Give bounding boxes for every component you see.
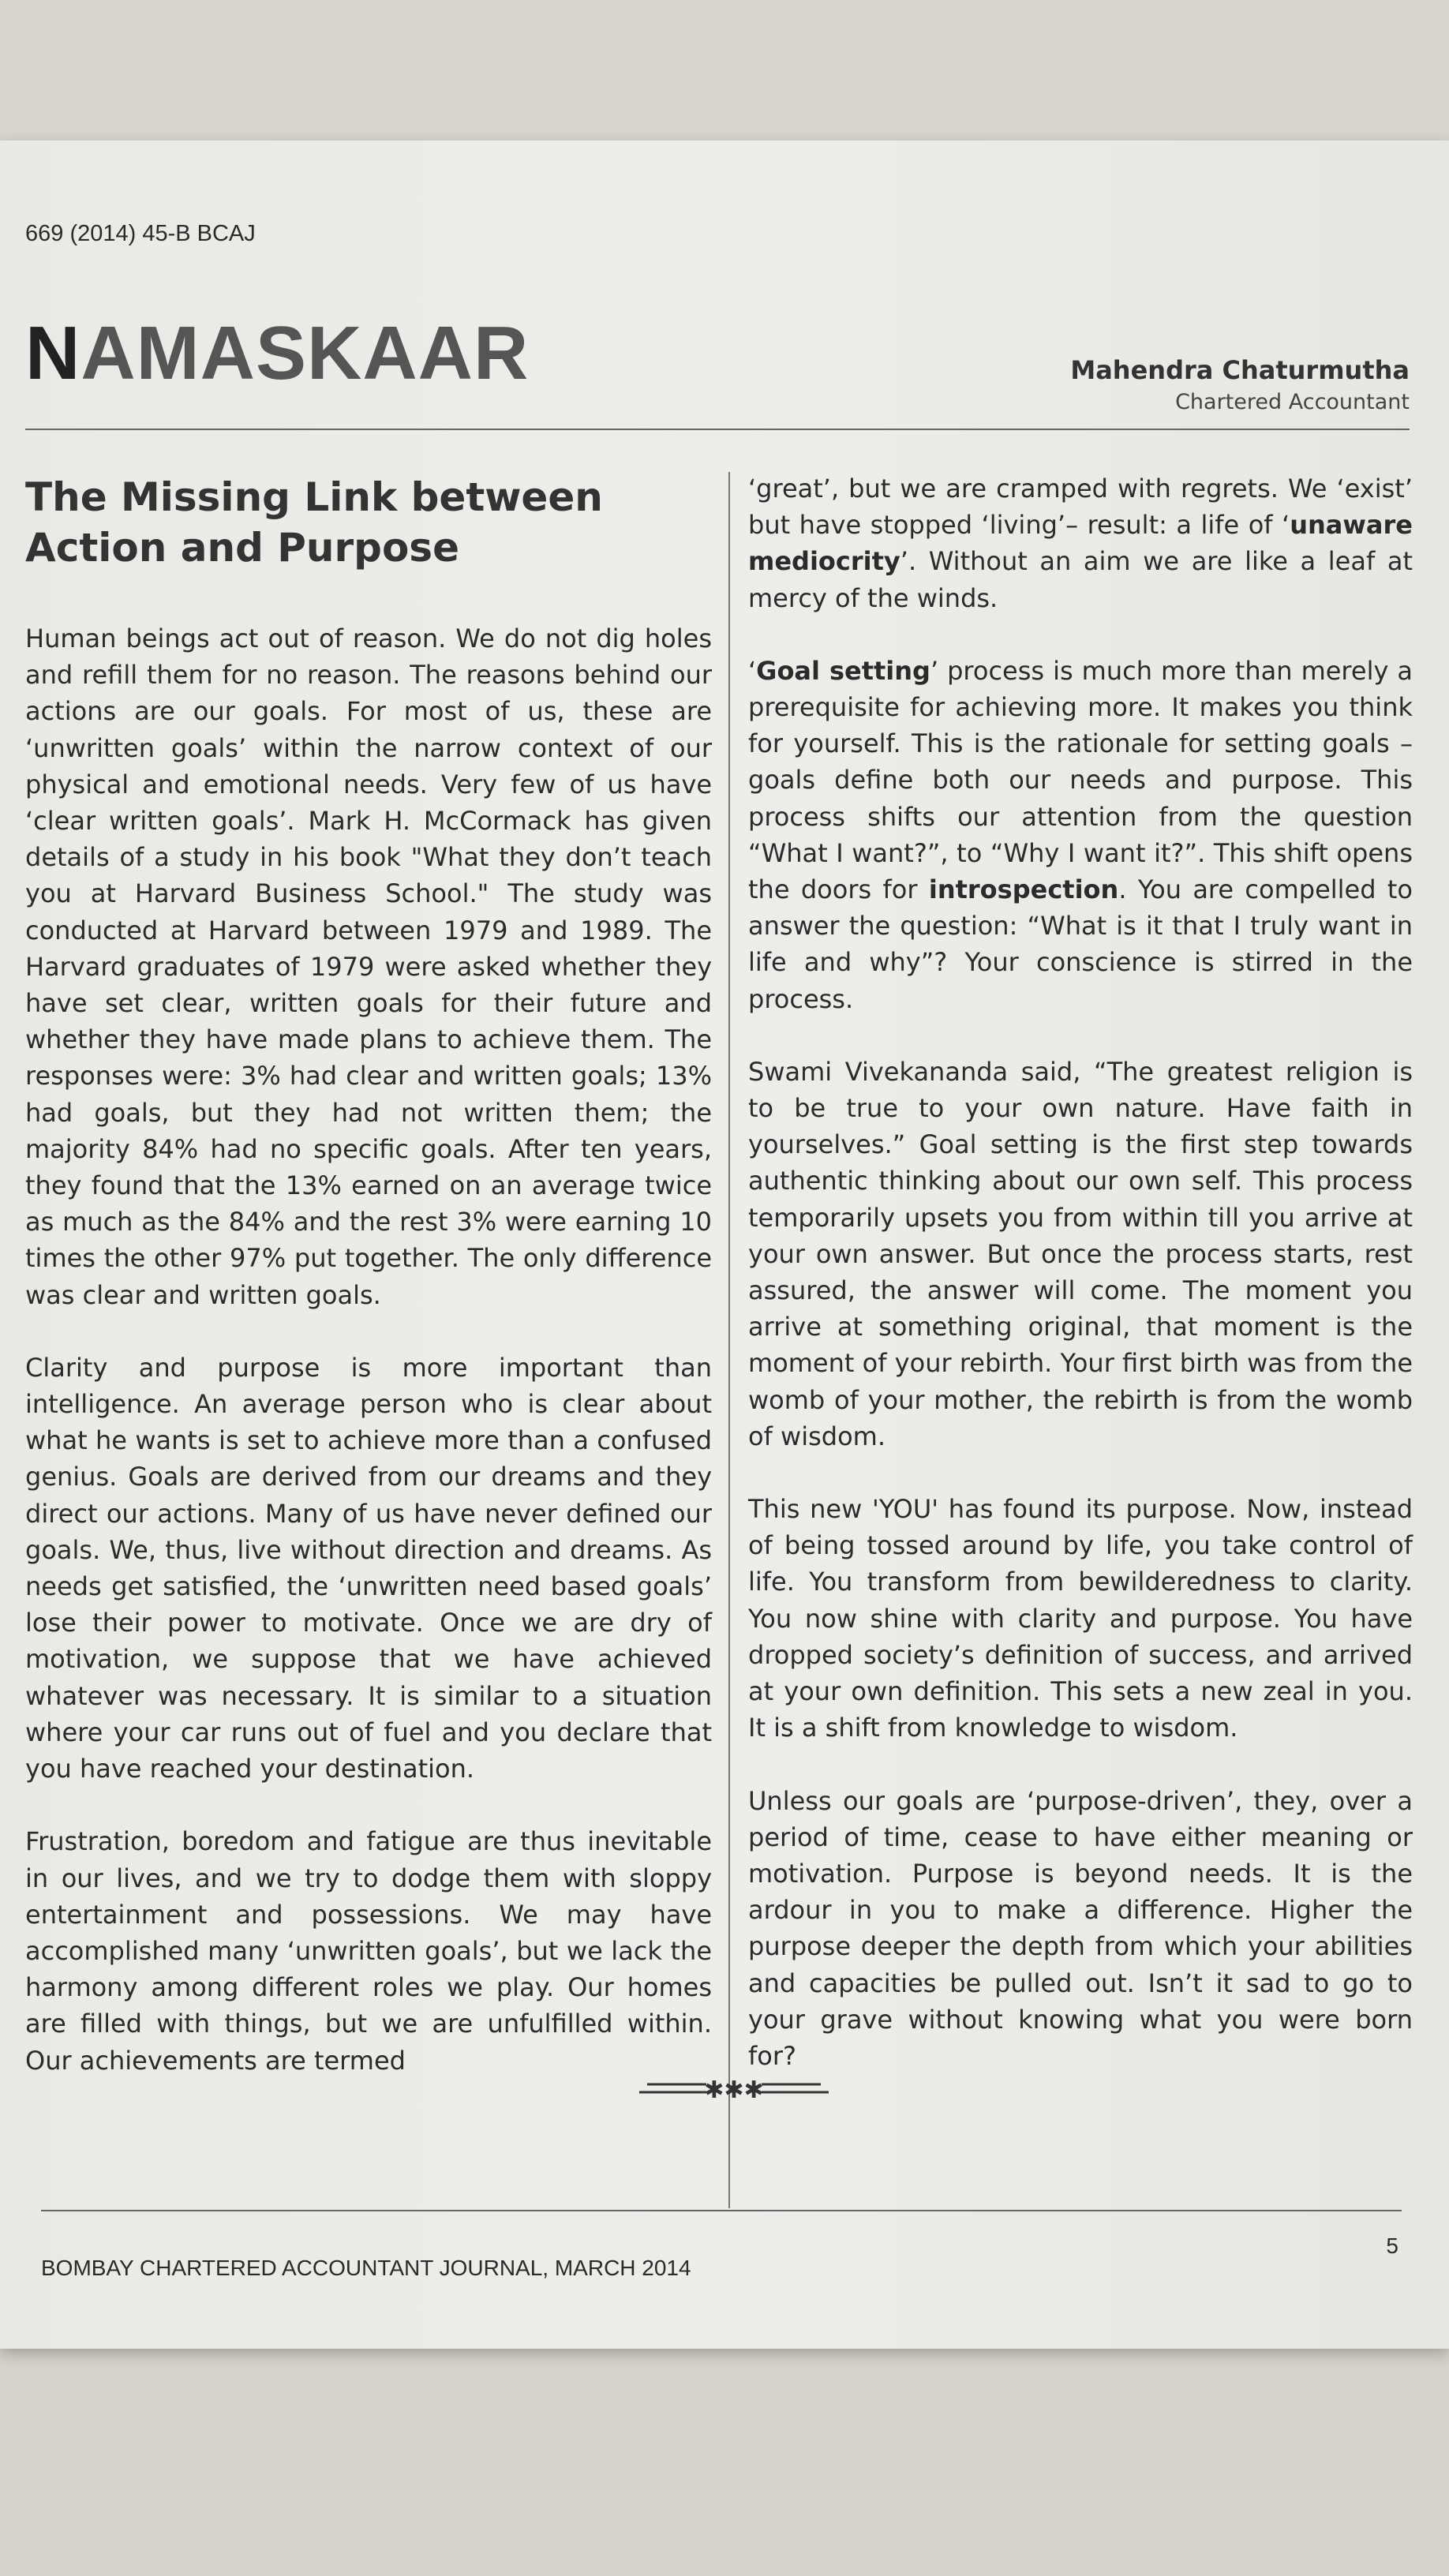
article-title: The Missing Link between Action and Purpose	[25, 474, 603, 571]
page-number: 5	[1386, 2233, 1398, 2258]
journal-reference: 669 (2014) 45-B BCAJ	[25, 221, 256, 246]
masthead-first-letter: N	[25, 311, 81, 395]
text-run: ’. Without an aim we are like a leaf at mercy of the winds.	[748, 546, 1413, 613]
author-role: Chartered Accountant	[1175, 390, 1410, 414]
text-run: ’ process is much more than merely a prerequisite for achieving more. It makes you think for yourself. This is the rationale for setting goals – goals define both our needs and purpose. This process shifts our attention from the question “What I want?”, to “Why I want it?”. This shift opens the doors for	[748, 655, 1413, 905]
author-block	[1070, 355, 1410, 414]
left-column	[25, 472, 712, 2079]
paragraph: Clarity and purpose is more important than intelligence. An average person who is clear about what he wants is set to achieve more than a confused genius. Goals are derived from our dreams and they direct our actions. Many of us have never defined our goals. We, thus, live without direction and dreams. As needs get satisfied, the ‘unwritten need based goals’ lose their power to motivate. Once we are dry of motivation, we suppose that we have achieved whatever was necessary. It is similar to a situation where your car runs out of fuel and you declare that you have reached your destination.	[25, 1352, 712, 1784]
footer-rule	[41, 2210, 1402, 2211]
paragraph	[748, 470, 1413, 616]
bold-phrase: introspection	[928, 874, 1119, 905]
journal-footer: BOMBAY CHARTERED ACCOUNTANT JOURNAL, MARCH 2014	[41, 2256, 691, 2280]
paragraph: Frustration, boredom and fatigue are thus inevitable in our lives, and we try to dodge them with sloppy entertainment and possessions. We may have accomplished many ‘unwritten goals’, but we lack the harmony among different roles we play. Our homes are filled with things, but we are unfulfilled within. Our achievements are termed	[25, 1826, 712, 2076]
right-column	[748, 470, 1413, 2074]
journal-page	[0, 140, 1449, 2349]
text-run: . You are compelled to answer the question: “What is it that I truly want in life and why”? Your conscience is stirred in the process.	[748, 874, 1413, 1014]
column-divider	[728, 472, 730, 2208]
end-ornament-icon	[631, 2072, 837, 2104]
author-name: Mahendra Chaturmutha	[1070, 355, 1410, 385]
paragraph	[748, 653, 1413, 1017]
text-run: ‘	[748, 655, 757, 686]
header-rule	[25, 429, 1410, 430]
text-run: ‘great’, but we are cramped with regrets. We ‘exist’ but have stopped ‘living’– result: a life of ‘	[748, 474, 1413, 541]
masthead-rest: AMASKAAR	[80, 311, 530, 395]
paragraph: Unless our goals are ‘purpose-driven’, they, over a period of time, cease to have either meaning or motivation. Purpose is beyond needs. It is the ardour in you to make a difference. Higher the purpose deeper the depth from which your abilities and capacities be pulled out. Isn’t it sad to go to your grave without knowing what you were born for?	[748, 1785, 1413, 2071]
paragraph: This new 'YOU' has found its purpose. Now, instead of being tossed around by life, you take control of life. You transform from bewilderedness to clarity. You now shine with clarity and purpose. You have dropped society’s definition of success, and arrived at your own definition. This sets a new zeal in you. It is a shift from knowledge to wisdom.	[748, 1494, 1413, 1743]
paragraph: Human beings act out of reason. We do not dig holes and refill them for no reason. The reasons behind our actions are our goals. For most of us, these are ‘unwritten goals’ within the narrow context of our physical and emotional needs. Very few of us have ‘clear written goals’. Mark H. McCormack has given details of a study in his book "What they don’t teach you at Harvard Business School." The study was conducted at Harvard between 1979 and 1989. The Harvard graduates of 1979 were asked whether they have set clear, written goals for their future and whether they have made plans to achieve them. The responses were: 3% had clear and written goals; 13% had goals, but they had not written them; the majority 84% had no specific goals. After ten years, they found that the 13% earned on an average twice as much as the 84% and the rest 3% were earning 10 times the other 97% put together. The only difference was clear and written goals.	[25, 623, 712, 1310]
bold-phrase: unaware mediocrity	[748, 510, 1413, 577]
svg-text:✱✱✱: ✱✱✱	[704, 2076, 764, 2104]
section-masthead	[25, 311, 530, 395]
paragraph: Swami Vivekananda said, “The greatest religion is to be true to your own nature. Have faith in yourselves.” Goal setting is the first step towards authentic thinking about our own self. This process temporarily upsets you from within till you arrive at your own answer. But once the process starts, rest assured, the answer will come. The moment you arrive at something original, that moment is the moment of your rebirth. Your first birth was from the womb of your mother, the rebirth is from the womb of wisdom.	[748, 1056, 1413, 1451]
bold-phrase: Goal setting	[756, 655, 930, 686]
